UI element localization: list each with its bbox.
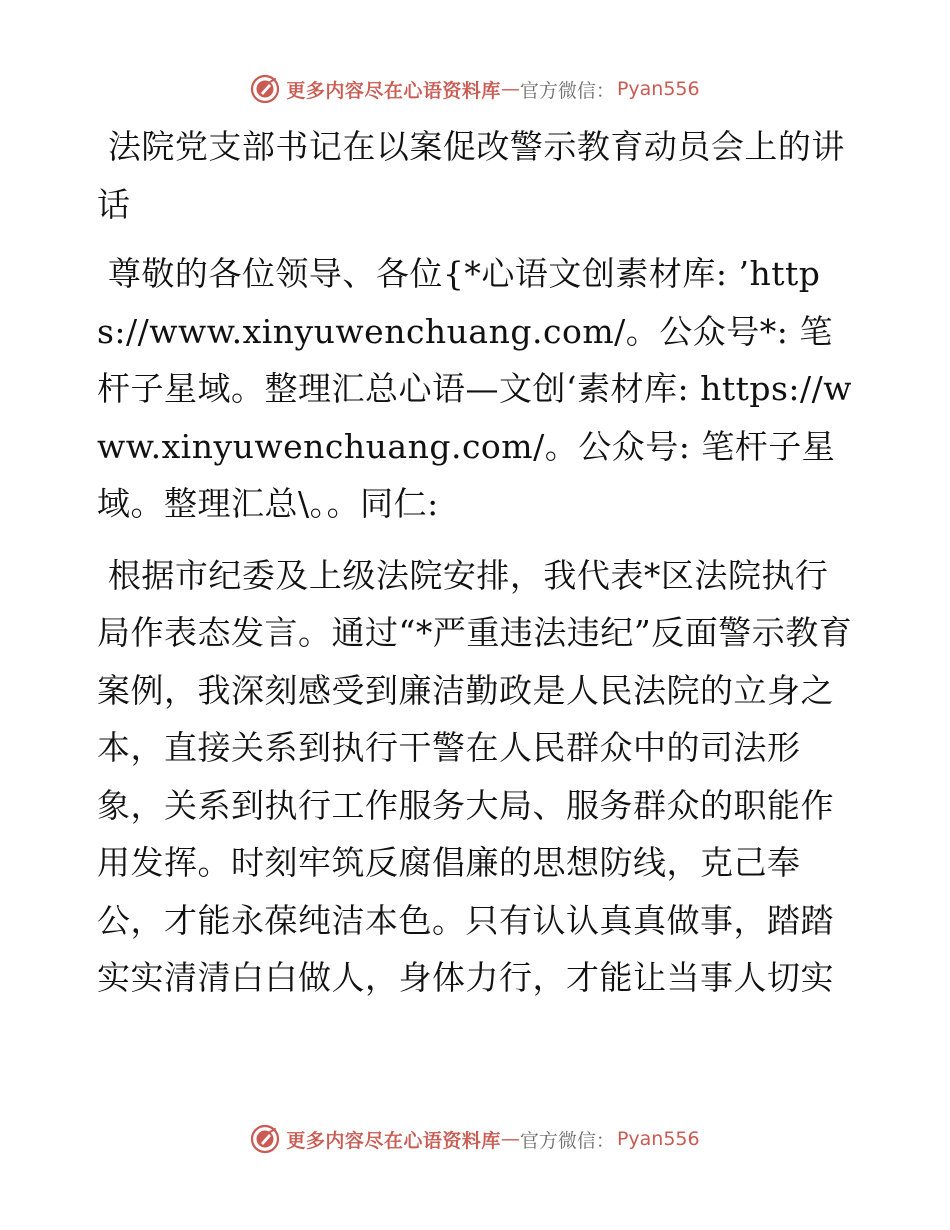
watermark-sub-text: 官方微信： xyxy=(519,79,615,102)
document-body xyxy=(97,118,857,1021)
document-title: 法院党支部书记在以案促改警示教育动员会上的讲话 xyxy=(97,127,845,224)
pen-logo-icon xyxy=(250,74,280,104)
watermark-dash: — xyxy=(500,1128,520,1150)
watermark-wechat-id: Pyan556 xyxy=(616,78,700,100)
watermark-main-text: 更多内容尽在心语资料库 xyxy=(286,79,501,102)
footer-watermark xyxy=(0,1122,950,1156)
header-watermark xyxy=(0,72,950,106)
watermark-sub-text: 官方微信： xyxy=(519,1129,615,1152)
watermark-wechat-id: Pyan556 xyxy=(616,1128,700,1150)
salutation-paragraph: 尊敬的各位领导、各位{*心语文创素材库: ’https://www.xinyuwenchuang.com/。公众号*: 笔杆子星域。整理汇总心语—文创‘素材库: https://www.xinyuwenchuang.com/。公众号: 笔杆子星域。整理汇总\。。同仁: xyxy=(97,254,853,523)
pen-logo-icon xyxy=(250,1124,280,1154)
watermark-main-text: 更多内容尽在心语资料库 xyxy=(286,1129,501,1152)
body-paragraph: 根据市纪委及上级法院安排，我代表*区法院执行局作表态发言。通过“*严重违法违纪”反面警示教育案例，我深刻感受到廉洁勤政是人民法院的立身之本，直接关系到执行干警在人民群众中的司法形象，关系到执行工作服务大局、服务群众的职能作用发挥。时刻牢筑反腐倡廉的思想防线，克己奉公，才能永葆纯洁本色。只有认认真真做事，踏踏实实清清白白做人，身体力行，才能让当事人切实 xyxy=(97,555,853,997)
watermark-dash: — xyxy=(500,78,520,100)
